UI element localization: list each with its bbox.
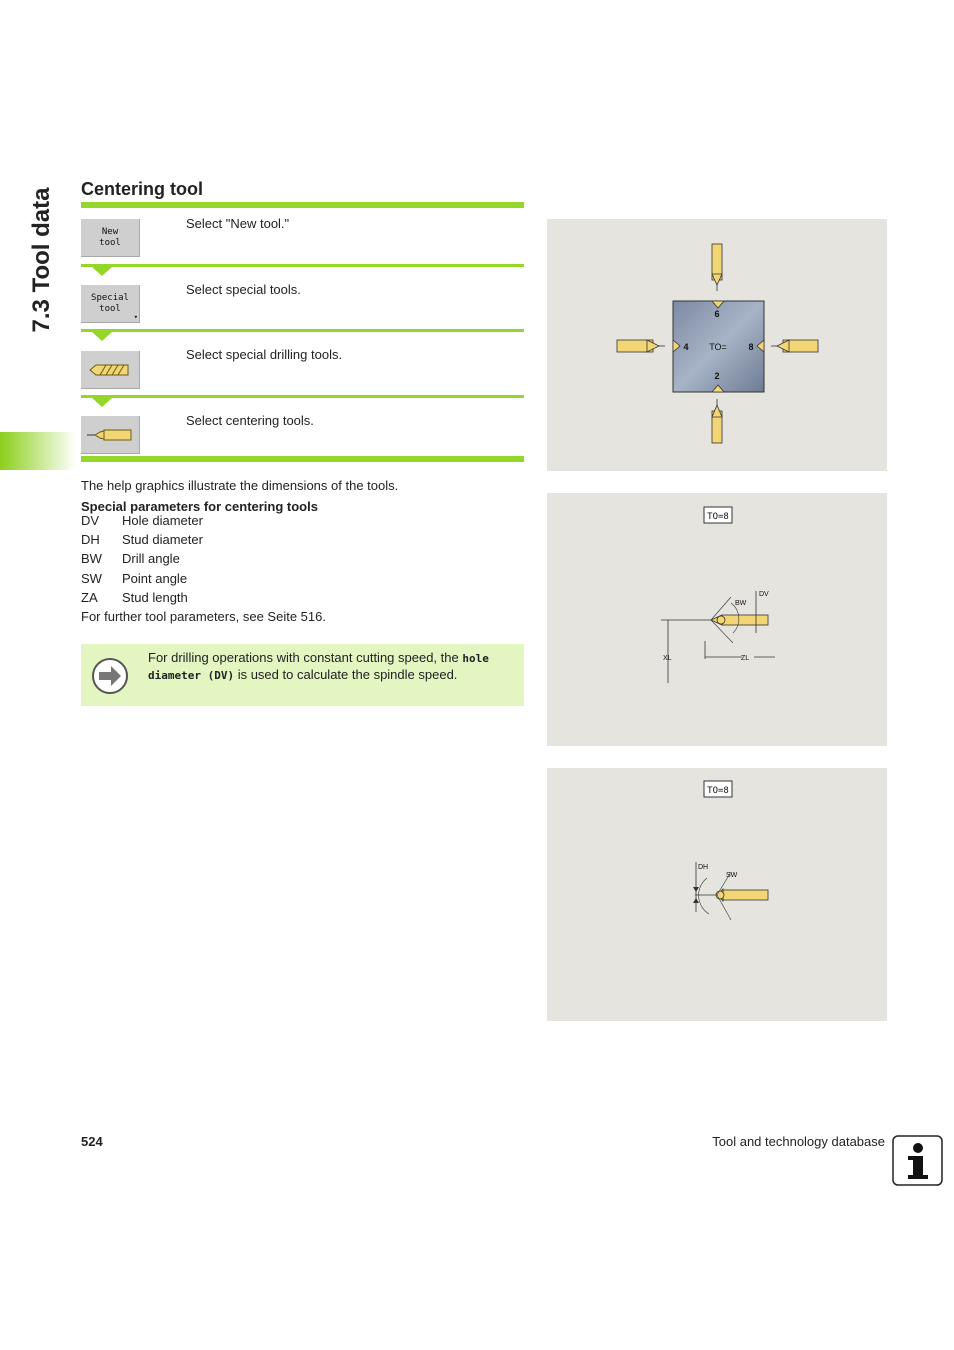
step-divider xyxy=(81,329,524,332)
further-params-link[interactable]: For further tool parameters, see Seite 516. xyxy=(81,609,326,624)
step-2-text: Select special tools. xyxy=(186,282,301,297)
step-divider xyxy=(81,456,524,462)
centering-tool-icon xyxy=(87,427,133,443)
orientation-2: 2 xyxy=(714,371,720,381)
tool-right-icon xyxy=(771,340,818,352)
note-text xyxy=(148,650,518,684)
orientation-8: 8 xyxy=(748,342,754,352)
param-desc: Stud length xyxy=(122,590,188,605)
to-label: TO=8 xyxy=(707,786,729,796)
note-text-post: is used to calculate the spindle speed. xyxy=(234,667,458,682)
submenu-icon: ▾ xyxy=(133,313,138,321)
special-tool-softkey-label: Special tool xyxy=(91,292,129,314)
step-divider xyxy=(81,264,524,267)
tool-top-icon xyxy=(712,244,722,291)
step-1-text: Select "New tool." xyxy=(186,216,290,231)
drill-dimensions-figure xyxy=(547,493,887,746)
param-code: ZA xyxy=(81,590,98,605)
dh-label: DH xyxy=(698,864,709,871)
note-code: hole diameter (DV) xyxy=(148,652,489,682)
param-desc: Point angle xyxy=(122,571,188,586)
footer-title: Tool and technology database xyxy=(712,1134,885,1149)
special-drilling-softkey[interactable] xyxy=(81,351,140,389)
params-heading: Special parameters for centering tools xyxy=(81,499,318,514)
to-label: TO=8 xyxy=(707,512,729,522)
param-desc: Hole diameter xyxy=(122,513,203,528)
drill-dimensions-diagram xyxy=(547,493,887,746)
step-3-text: Select special drilling tools. xyxy=(186,347,343,362)
chapter-tab-marker xyxy=(0,432,76,470)
orientation-diagram xyxy=(547,219,887,471)
note-text-pre: For drilling operations with constant cutting speed, the xyxy=(148,650,463,665)
tool-left-icon xyxy=(617,340,665,352)
xl-label: XL xyxy=(663,655,672,662)
param-desc: Drill angle xyxy=(122,551,180,566)
step-arrow-icon xyxy=(92,398,112,407)
orientation-center: TO= xyxy=(709,342,727,352)
page-number: 524 xyxy=(81,1134,103,1149)
dv-label: DV xyxy=(759,591,769,598)
step-arrow-icon xyxy=(92,267,112,276)
step-divider xyxy=(81,395,524,398)
tool-orientation-figure xyxy=(547,219,887,471)
section-title: Centering tool xyxy=(81,179,203,199)
param-desc: Stud diameter xyxy=(122,532,203,547)
chapter-title: 7.3 Tool data xyxy=(28,187,55,333)
stud-dimensions-figure xyxy=(547,768,887,1021)
note-box xyxy=(81,644,524,706)
orientation-6: 6 xyxy=(714,309,720,319)
stud-dimensions-diagram xyxy=(547,768,887,1021)
intro-text: The help graphics illustrate the dimensions of the tools. xyxy=(81,478,399,493)
drill-tool-icon xyxy=(88,361,132,379)
step-4-text: Select centering tools. xyxy=(186,413,314,428)
info-icon[interactable] xyxy=(892,1135,943,1186)
param-code: DV xyxy=(81,513,100,528)
centering-tool-softkey[interactable] xyxy=(81,416,140,454)
param-code: DH xyxy=(81,532,100,547)
tool-bottom-icon xyxy=(712,399,722,443)
new-tool-softkey[interactable]: New tool xyxy=(81,219,140,257)
arrow-right-icon xyxy=(91,657,129,695)
step-arrow-icon xyxy=(92,332,112,341)
zl-label: ZL xyxy=(741,655,750,662)
special-tool-softkey[interactable] xyxy=(81,285,140,323)
step-divider xyxy=(81,202,524,208)
param-code: SW xyxy=(81,571,102,586)
sw-label: SW xyxy=(726,872,738,879)
bw-label: BW xyxy=(735,600,747,607)
orientation-4: 4 xyxy=(683,342,689,352)
param-code: BW xyxy=(81,551,102,566)
